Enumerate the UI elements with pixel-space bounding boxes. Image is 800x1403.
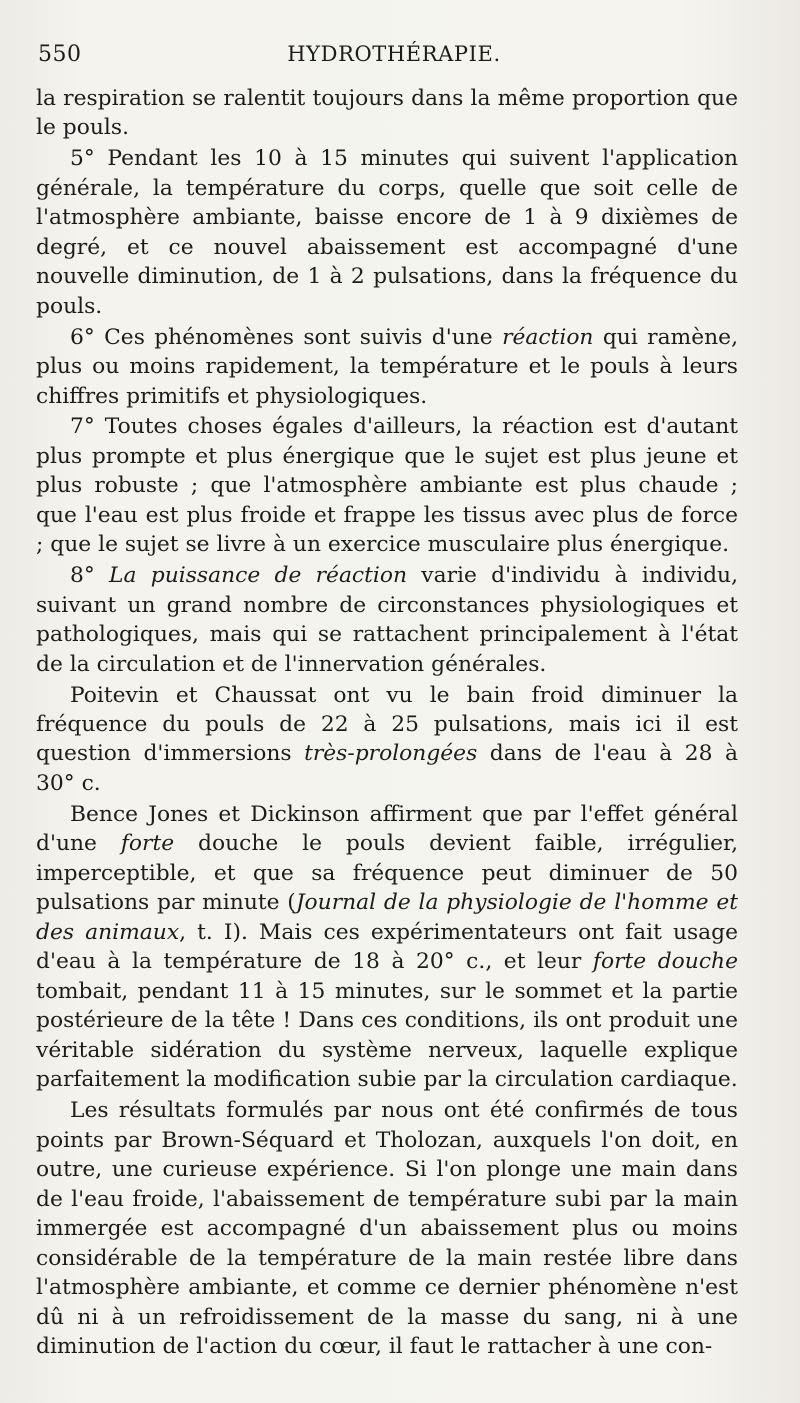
text-run: , t. I). Mais ces expérimentateurs ont fait usage d'eau à la température de 18 à 20° c., et leur — [36, 919, 739, 975]
text-run: 5° Pendant les 10 à 15 minutes qui suivent l'application générale, la température du corps, quelle que soit celle de l'atmosphère ambiante, baisse encore de 1 à 9 dixièmes de degré, et ce nouvel abaissement est accompagné d'une nouvelle diminution, de 1 à 2 pulsations, dans la fréquence du pouls. — [36, 146, 738, 319]
text-run: Les résultats formulés par nous ont été confirmés de tous points par Brown-Séquard et Tholozan, auxquels l'on doit, en outre, une curieuse expérience. Si l'on plonge une main dans de l'eau froide, l'abaissement de température subi par la main immergée est accompagné d'un abaissement plus ou moins considérable de la température de la main restée libre dans l'atmosphère ambiante, et comme ce dernier phénomène n'est dû ni à un refroidissement de la masse du sang, ni à une diminution de l'action du cœur, il faut le rattacher à une con- — [36, 1098, 738, 1360]
text-run: 8° — [70, 563, 110, 589]
paragraph-4 — [36, 412, 738, 559]
paragraph-8 — [36, 1096, 738, 1361]
page-number: 550 — [38, 42, 82, 67]
text-run: 6° Ces phénomènes sont suivis d'une — [70, 324, 503, 350]
paragraph-2 — [36, 144, 738, 321]
running-title: HYDROTHÉRAPIE. — [287, 42, 501, 66]
italic-text: très-prolongées — [304, 741, 478, 767]
text-run: Bence Jones et Dickinson affirment que par l'effet général d'une — [36, 801, 738, 857]
paragraph-5 — [36, 561, 738, 679]
italic-text: La puissance de réaction — [109, 563, 408, 589]
italic-text: Journal de la physiologie de l'homme et des animaux — [36, 890, 738, 945]
italic-text: forte — [120, 831, 175, 857]
text-run: qui ramène, plus ou moins rapidement, la température et le pouls à leurs chiffres primitifs et physiologiques. — [36, 324, 738, 409]
text-run: Poitevin et Chaussat ont vu le bain froid diminuer la fréquence du pouls de 22 à 25 pulsations, mais ici il est question d'immersions — [36, 682, 738, 767]
text-run: dans de l'eau à 28 à 30° c. — [36, 741, 739, 796]
italic-text: réaction — [502, 324, 594, 350]
body-text — [36, 84, 738, 1363]
paragraph-1 — [36, 84, 738, 143]
paragraph-7 — [36, 800, 738, 1095]
text-run: varie d'individu à individu, suivant un grand nombre de circonstances physiologiques et pathologiques, mais qui se rattachent principalement à l'état de la circulation et de l'innervation générales. — [36, 563, 738, 677]
text-run: tombait, pendant 11 à 15 minutes, sur le sommet et la partie postérieure de la tête ! Dans ces conditions, ils ont produit une véritable sidération du système nerveux, laquelle explique parfaitement la modification subie par la circulation cardiaque. — [36, 978, 738, 1092]
paragraph-6 — [36, 681, 738, 799]
italic-text: forte douche — [592, 949, 738, 975]
page-header — [38, 30, 750, 70]
text-run: douche le pouls devient faible, irrégulier, imperceptible, et que sa fréquence peut diminuer de 50 pulsations par minute ( — [36, 831, 738, 916]
text-run: la respiration se ralentit toujours dans la même proportion que le pouls. — [36, 86, 738, 141]
text-run: 7° Toutes choses égales d'ailleurs, la réaction est d'autant plus prompte et plus énergique que le sujet est plus jeune et plus robuste ; que l'atmosphère ambiante est plus chaude ; que l'eau est plus froide et frappe les tissus avec plus de force ; que le sujet se livre à un exercice musculaire plus énergique. — [36, 414, 738, 558]
paragraph-3 — [36, 323, 738, 411]
